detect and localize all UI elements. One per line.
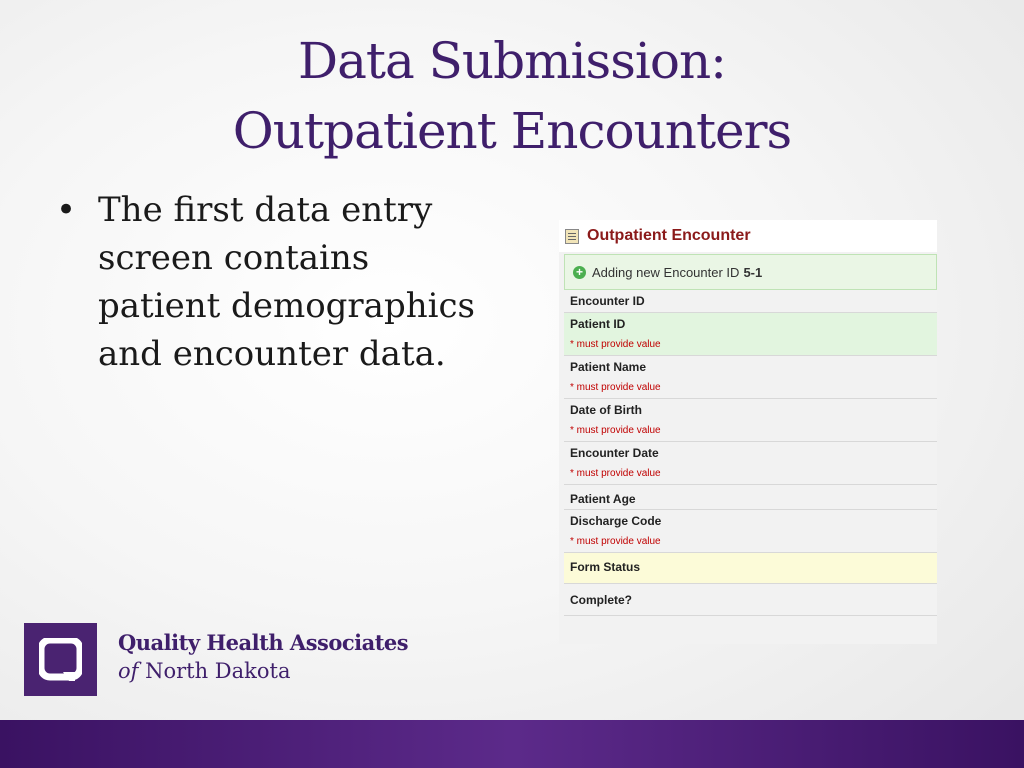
field-complete[interactable] — [564, 584, 937, 616]
field-patient-id[interactable] — [564, 313, 937, 356]
field-label: Encounter ID — [570, 294, 645, 308]
slide-title — [0, 26, 1024, 166]
bullet-text: The first data entry screen contains patient demographics and encounter data. — [98, 190, 475, 374]
form-screenshot — [559, 220, 937, 644]
form-icon — [565, 229, 579, 244]
required-note: * must provide value — [570, 425, 661, 436]
field-label: Patient ID — [570, 317, 626, 331]
field-patient-name[interactable] — [564, 356, 937, 399]
field-label: Encounter Date — [570, 446, 659, 460]
field-date-of-birth[interactable] — [564, 399, 937, 442]
field-label: Patient Age — [570, 492, 636, 506]
field-discharge-code[interactable] — [564, 510, 937, 553]
logo-subtitle — [118, 659, 291, 683]
required-note: * must provide value — [570, 339, 661, 350]
bullet-item — [56, 186, 476, 378]
required-note: * must provide value — [570, 536, 661, 547]
slide-title-line2: Outpatient Encounters — [232, 102, 792, 160]
adding-text: Adding new Encounter ID — [592, 264, 740, 280]
footer-bar — [0, 720, 1024, 768]
plus-circle-icon: + — [573, 266, 586, 279]
logo-mark — [24, 623, 97, 696]
form-header — [559, 220, 937, 252]
adding-record-banner — [564, 254, 937, 290]
bullet-list — [56, 186, 476, 378]
field-patient-age[interactable] — [564, 485, 937, 510]
slide-title-line1: Data Submission: — [297, 32, 727, 90]
field-encounter-date[interactable] — [564, 442, 937, 485]
logo-state: North Dakota — [145, 659, 291, 683]
field-label: Complete? — [570, 593, 633, 607]
field-label: Form Status — [570, 560, 641, 574]
logo-of: of — [118, 659, 139, 683]
logo-q-icon — [39, 638, 82, 681]
bullet-dot-icon: • — [56, 190, 77, 230]
adding-id: 5-1 — [743, 264, 763, 280]
field-label: Date of Birth — [570, 403, 642, 417]
field-label: Patient Name — [570, 360, 647, 374]
form-title: Outpatient Encounter — [587, 227, 751, 244]
form-status-section — [564, 553, 937, 584]
field-encounter-id[interactable] — [564, 290, 937, 313]
required-note: * must provide value — [570, 382, 661, 393]
logo-name: Quality Health Associates — [118, 630, 409, 655]
field-label: Discharge Code — [570, 514, 662, 528]
required-note: * must provide value — [570, 468, 661, 479]
